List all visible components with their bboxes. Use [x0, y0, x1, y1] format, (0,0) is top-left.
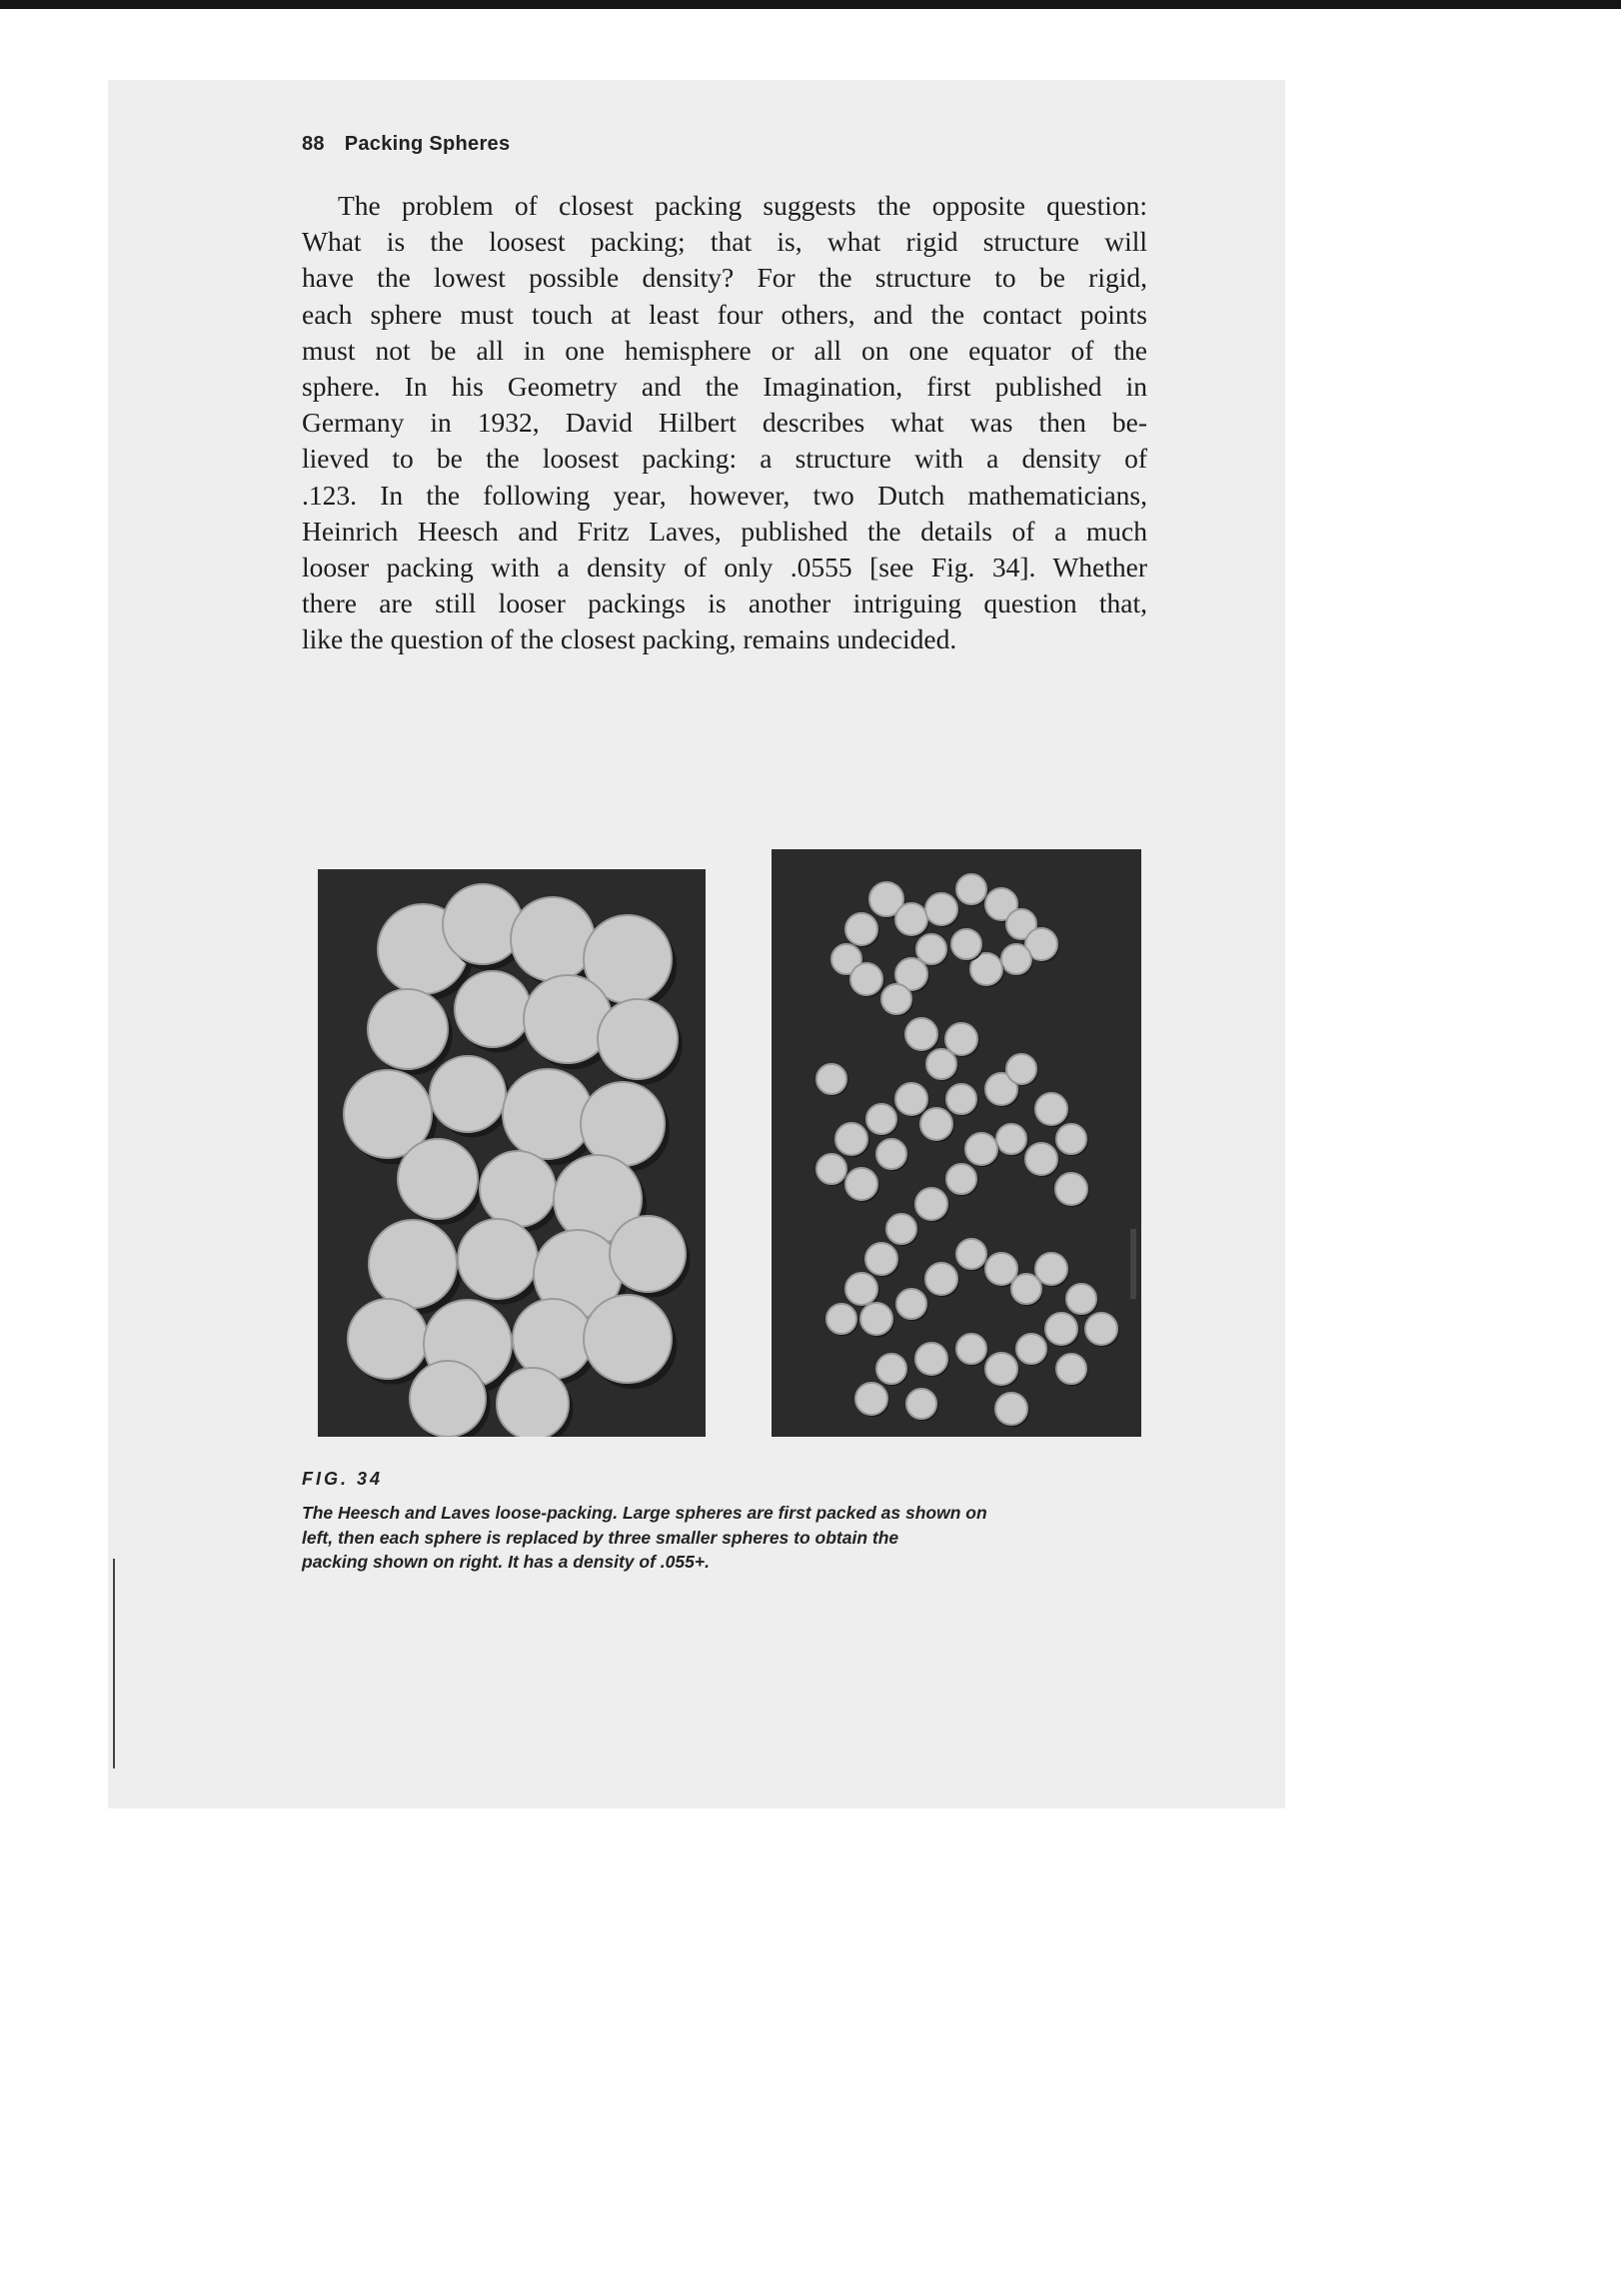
small-sphere [915, 1343, 949, 1377]
caption-line: packing shown on right. It has a density of .055+. [302, 1552, 710, 1572]
small-sphere [916, 934, 948, 966]
body-line: must not be all in one hemisphere or all on one equator of the [302, 334, 1147, 366]
body-line: have the lowest possible density? For the structure to be rigid, [302, 262, 1147, 294]
small-sphere [906, 1389, 938, 1421]
body-line: lieved to be the loosest packing: a structure with a density of [302, 443, 1147, 475]
small-sphere [1025, 1143, 1059, 1177]
small-sphere [965, 1133, 999, 1167]
small-sphere [951, 929, 983, 961]
small-sphere [886, 1214, 918, 1246]
small-sphere [850, 963, 884, 997]
body-line: each sphere must touch at least four others, and the contact points [302, 298, 1147, 330]
caption-line: left, then each sphere is replaced by three smaller spheres to obtain the [302, 1527, 899, 1548]
small-sphere [845, 1273, 879, 1307]
small-sphere [956, 1239, 988, 1271]
small-sphere [860, 1303, 894, 1337]
small-sphere [946, 1084, 978, 1116]
small-sphere [1066, 1284, 1098, 1316]
small-sphere [1016, 1334, 1048, 1366]
small-sphere [895, 1083, 929, 1117]
small-sphere [876, 1139, 908, 1171]
large-sphere [584, 1295, 677, 1389]
body-line: like the question of the closest packing, remains undecided. [302, 623, 957, 655]
small-sphere [881, 984, 913, 1016]
small-sphere [1045, 1313, 1079, 1347]
small-sphere [1006, 1054, 1038, 1086]
body-line: The problem of closest packing suggests the opposite question: [338, 190, 1147, 221]
page-header [302, 133, 510, 156]
body-line: What is the loosest packing; that is, what rigid structure will [302, 226, 1147, 258]
page-number: 88 [302, 133, 325, 155]
small-sphere [995, 1393, 1029, 1427]
small-sphere [866, 1104, 898, 1136]
loose-packing-photo [772, 849, 1141, 1437]
small-sphere [835, 1123, 869, 1157]
running-title: Packing Spheres [344, 133, 511, 155]
body-line: looser packing with a density of only .0555 [see Fig. 34]. Whether [302, 552, 1147, 583]
small-sphere [816, 1064, 848, 1096]
small-sphere [925, 1263, 959, 1297]
small-sphere [1035, 1093, 1069, 1127]
small-sphere [956, 874, 988, 906]
small-sphere [1085, 1313, 1119, 1347]
loose-packing-drawing [772, 849, 1141, 1437]
large-sphere-packing-drawing [318, 869, 706, 1437]
large-sphere [455, 971, 536, 1052]
small-sphere [946, 1164, 978, 1196]
body-line: .123. In the following year, however, two Dutch mathematicians, [302, 479, 1147, 511]
small-sphere [1055, 1173, 1089, 1207]
body-paragraph [302, 188, 1147, 658]
caption-line: The Heesch and Laves loose-packing. Large spheres are first packed as shown on [302, 1503, 987, 1523]
small-sphere [896, 1289, 928, 1321]
figure-caption [302, 1501, 1149, 1575]
small-sphere [1056, 1354, 1088, 1386]
binding-mark [1130, 1229, 1136, 1299]
small-sphere [1056, 1124, 1088, 1156]
large-sphere [368, 989, 453, 1075]
body-line: sphere. In his Geometry and the Imagination, first published in [302, 371, 1147, 403]
margin-rule [113, 1559, 115, 1768]
body-line: Heinrich Heesch and Fritz Laves, published the details of a much [302, 515, 1147, 547]
small-sphere [826, 1304, 858, 1336]
small-sphere [920, 1108, 954, 1142]
small-sphere [925, 893, 959, 927]
small-sphere [905, 1018, 939, 1052]
large-sphere [598, 999, 683, 1085]
body-line: Germany in 1932, David Hilbert describes what was then be- [302, 407, 1147, 439]
large-sphere [398, 1139, 483, 1225]
small-sphere [895, 903, 929, 937]
small-sphere [855, 1383, 889, 1417]
small-sphere [1001, 944, 1033, 976]
small-sphere [956, 1334, 988, 1366]
small-sphere [876, 1354, 908, 1386]
large-sphere [430, 1056, 511, 1137]
large-sphere [458, 1219, 543, 1305]
small-sphere [865, 1243, 899, 1277]
small-sphere [845, 1168, 879, 1202]
small-sphere [845, 913, 879, 947]
top-scan-edge [0, 0, 1621, 9]
figure-label: FIG. 34 [302, 1469, 384, 1489]
small-sphere [816, 1154, 848, 1186]
small-sphere [985, 1353, 1019, 1387]
body-line: there are still looser packings is another intriguing question that, [302, 587, 1147, 619]
small-sphere [996, 1124, 1028, 1156]
large-sphere-packing-photo [318, 869, 706, 1437]
small-sphere [915, 1188, 949, 1222]
